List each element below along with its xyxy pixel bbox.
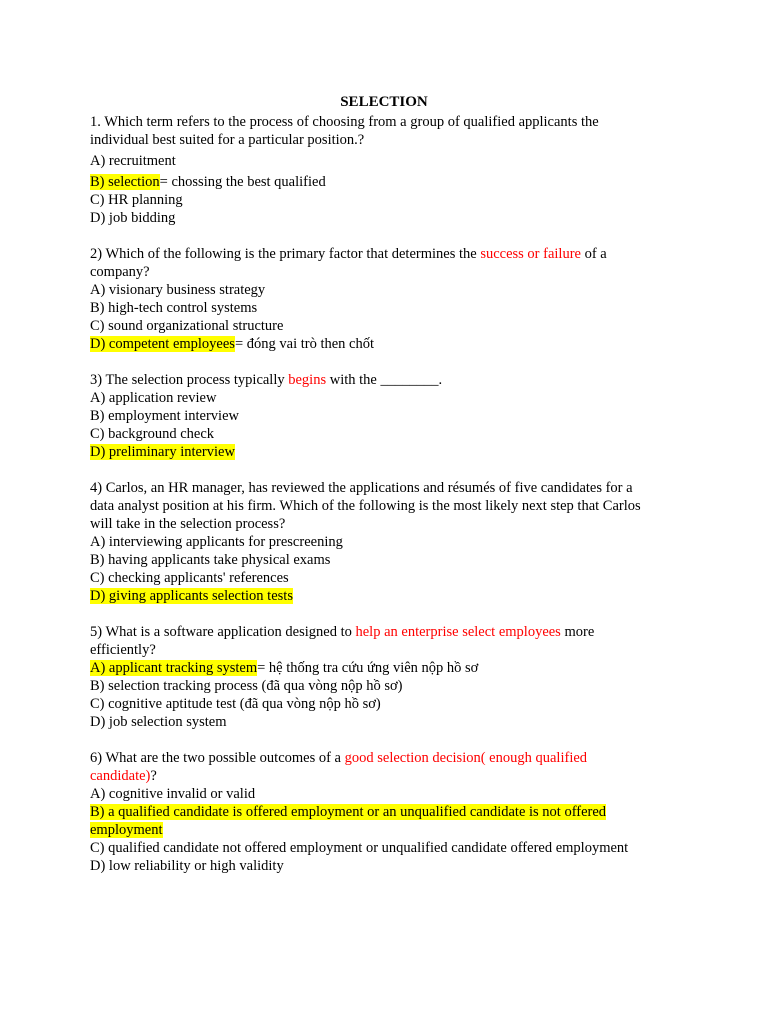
stem-text: with the ________. xyxy=(326,372,443,388)
question-3-option-c: C) background check xyxy=(90,426,215,442)
emphasis-text: help an enterprise select employees xyxy=(355,624,561,640)
question-4-option-b: B) having applicants take physical exams xyxy=(90,552,331,568)
answer-highlight: A) applicant tracking system xyxy=(90,660,258,676)
answer-highlight: D) competent employees xyxy=(90,336,235,352)
question-4-option-d xyxy=(90,587,680,605)
question-4-stem-line-1: 4) Carlos, an HR manager, has reviewed the applications and résumés of five candidates for a xyxy=(90,480,633,496)
stem-text: 3) The selection process typically xyxy=(90,372,289,388)
question-3-stem xyxy=(90,371,680,389)
question-1-stem-line-2: individual best suited for a particular position.? xyxy=(90,132,365,148)
question-5-option-a xyxy=(90,659,680,677)
question-5-stem-line-2: efficiently? xyxy=(90,642,156,658)
answer-highlight: B) a qualified candidate is offered employment or an unqualified candidate is not offered xyxy=(90,804,607,820)
question-6 xyxy=(90,749,680,875)
question-3-option-d xyxy=(90,443,680,461)
question-1 xyxy=(90,113,680,227)
emphasis-text: begins xyxy=(288,372,327,388)
question-4-stem-line-3: will take in the selection process? xyxy=(90,516,286,532)
question-6-option-d: D) low reliability or high validity xyxy=(90,858,284,874)
stem-text: ? xyxy=(150,768,157,784)
question-6-stem-line-2 xyxy=(90,767,680,785)
question-1-option-c: C) HR planning xyxy=(90,192,183,208)
question-2-stem-line-2: company? xyxy=(90,264,150,280)
question-4-stem-line-2: data analyst position at his firm. Which of the following is the most likely next step that Carlos xyxy=(90,498,641,514)
question-6-option-b-line-1 xyxy=(90,803,680,821)
answer-highlight: employment xyxy=(90,822,163,838)
question-5-option-c: C) cognitive aptitude test (đã qua vòng nộp hồ sơ) xyxy=(90,696,381,712)
answer-note: = hệ thống tra cứu ứng viên nộp hồ sơ xyxy=(257,660,479,676)
answer-highlight: B) selection xyxy=(90,174,160,190)
question-1-option-a: A) recruitment xyxy=(90,153,176,169)
question-2-option-b: B) high-tech control systems xyxy=(90,300,258,316)
question-2-option-c: C) sound organizational structure xyxy=(90,318,284,334)
answer-highlight: D) giving applicants selection tests xyxy=(90,588,293,604)
question-5-option-b: B) selection tracking process (đã qua vòng nộp hồ sơ) xyxy=(90,678,403,694)
question-2 xyxy=(90,245,680,353)
question-5 xyxy=(90,623,680,731)
question-4-option-a: A) interviewing applicants for prescreening xyxy=(90,534,343,550)
question-6-stem-line-1 xyxy=(90,749,680,767)
question-4 xyxy=(90,479,680,605)
page-title: SELECTION xyxy=(340,94,428,110)
stem-text: 6) What are the two possible outcomes of a xyxy=(90,750,345,766)
question-3-option-b: B) employment interview xyxy=(90,408,239,424)
document-body xyxy=(90,113,680,875)
question-2-option-d xyxy=(90,335,680,353)
emphasis-text: success or failure xyxy=(480,246,581,262)
answer-note: = chossing the best qualified xyxy=(159,174,326,190)
question-3-option-a: A) application review xyxy=(90,390,217,406)
stem-text: 5) What is a software application designed to xyxy=(90,624,356,640)
stem-text: 2) Which of the following is the primary factor that determines the xyxy=(90,246,481,262)
question-2-stem-line-1 xyxy=(90,245,680,263)
question-1-option-d: D) job bidding xyxy=(90,210,176,226)
question-1-stem-line-1: 1. Which term refers to the process of choosing from a group of qualified applicants the xyxy=(90,114,599,130)
question-6-option-a: A) cognitive invalid or valid xyxy=(90,786,256,802)
question-1-option-b xyxy=(90,173,680,191)
question-6-option-c: C) qualified candidate not offered employment or unqualified candidate offered employment xyxy=(90,840,629,856)
answer-highlight: D) preliminary interview xyxy=(90,444,235,460)
emphasis-text: good selection decision( enough qualified xyxy=(344,750,588,766)
answer-note: = đóng vai trò then chốt xyxy=(234,336,375,352)
stem-text: more xyxy=(560,624,595,640)
question-4-option-c: C) checking applicants' references xyxy=(90,570,289,586)
emphasis-text: candidate) xyxy=(90,768,151,784)
question-5-option-d: D) job selection system xyxy=(90,714,227,730)
question-5-stem-line-1 xyxy=(90,623,680,641)
question-3 xyxy=(90,371,680,461)
stem-text: of a xyxy=(580,246,607,262)
question-2-option-a: A) visionary business strategy xyxy=(90,282,266,298)
question-6-option-b-line-2 xyxy=(90,821,680,839)
